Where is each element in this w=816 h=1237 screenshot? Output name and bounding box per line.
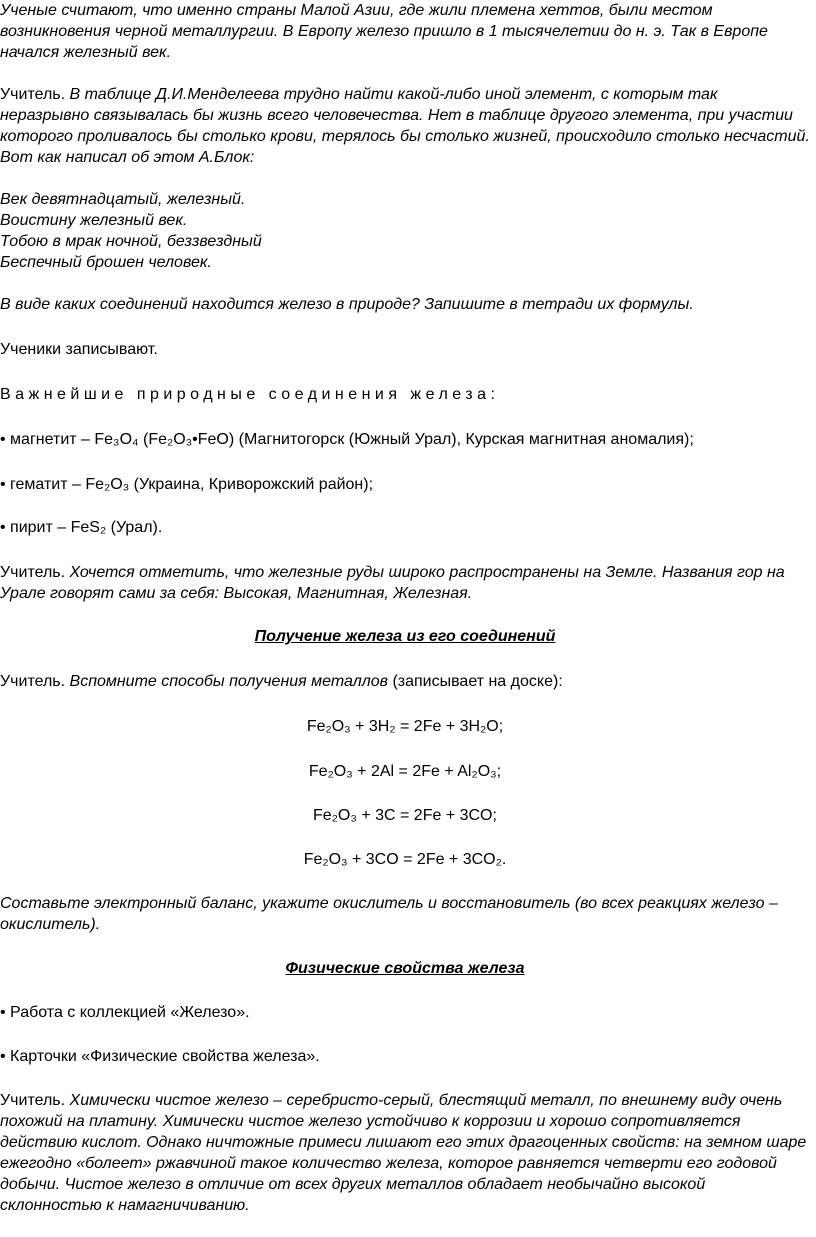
task-paragraph: Составьте электронный баланс, укажите окислитель и восстановитель (во всех реакциях железо – окислитель). (0, 895, 778, 933)
teacher-label: Учитель. (0, 673, 66, 690)
poem-line: Тобою в мрак ночной, беззвездный (0, 233, 262, 250)
compound-pyrite (0, 517, 810, 538)
compound-hematite (0, 474, 810, 495)
poem (0, 189, 810, 273)
teacher-speech-4: Химически чистое железо – серебристо-серый, блестящий металл, по внешнему виду очень похожий на платину. Химически чистое железо устойчиво к коррозии и хорошо сопротивляется действию кислот. Однако ничтожные примеси лишают его этих драгоценных свойств: на земном шаре ежегодно «болеет» ржавчиной такое количество железа, которое равняется четверти его годовой добычи. Чистое железо в отличие от всех других металлов обладает необычайно высокой склонностью к намагничиванию. (0, 1092, 807, 1214)
intro-paragraph: Ученые считают, что именно страны Малой Азии, где жили племена хеттов, были местом возникновения черной металлургии. В Европу железо пришло в 1 тысячелетии до н. э. Так в Европе начался железный век. (0, 2, 768, 61)
magnetite-formula: Fe₃O₄ (Fe₂O₃•FeO) (94, 431, 235, 448)
teacher-label: Учитель. (0, 86, 66, 103)
teacher-paragraph-2 (0, 562, 810, 604)
poem-line: Воистину железный век. (0, 212, 188, 229)
teacher-label: Учитель. (0, 1092, 66, 1109)
hematite-name: • гематит – (0, 476, 86, 493)
equation: Fe₂O₃ + 3C = 2Fe + 3CO; (313, 807, 497, 824)
board-note: (записывает на доске): (388, 673, 563, 690)
poem-line: Беспечный брошен человек. (0, 254, 212, 271)
teacher-speech-1: В таблице Д.И.Менделеева трудно найти какой-либо иной элемент, с которым так неразрывно связывалась бы жизнь всего человечества. Нет в таблице другого элемента, при участии которого проливалось бы столько крови, терялось бы столько жизней, происходило столько несчастий. Вот как написал об этом А.Блок: (0, 86, 810, 166)
magnetite-name: • магнетит – (0, 431, 95, 448)
bullet-item: • Карточки «Физические свойства железа». (0, 1048, 320, 1065)
poem-line: Век девятнадцатый, железный. (0, 191, 246, 208)
students-note: Ученики записывают. (0, 341, 158, 358)
compounds-heading-text: Важнейшие природные соединения железа (0, 386, 491, 403)
question-paragraph: В виде каких соединений находится железо в природе? Запишите в тетради их формулы. (0, 296, 694, 313)
teacher-paragraph-4 (0, 1090, 810, 1216)
equation: Fe₂O₃ + 3CO = 2Fe + 3CO₂. (303, 851, 507, 868)
teacher-label: Учитель. (0, 564, 66, 581)
teacher-paragraph-1 (0, 84, 810, 168)
compounds-heading-colon: : (490, 386, 495, 403)
magnetite-location: (Магнитогорск (Южный Урал), Курская магнитная аномалия); (234, 431, 694, 448)
equation: Fe₂O₃ + 3H₂ = 2Fe + 3H₂O; (306, 718, 504, 735)
equation: Fe₂O₃ + 2Al = 2Fe + Al₂O₃; (308, 763, 502, 780)
hematite-location: (Украина, Криворожский район); (129, 476, 374, 493)
teacher-speech-2: Хочется отметить, что железные руды широко распространены на Земле. Названия гор на Урале говорят сами за себя: Высокая, Магнитная, Железная. (0, 564, 785, 602)
hematite-formula: Fe₂O₃ (85, 476, 130, 493)
pyrite-name: • пирит – (0, 519, 71, 536)
pyrite-location: (Урал). (106, 519, 163, 536)
section-title-production: Получение железа из его соединений (254, 628, 556, 645)
teacher-paragraph-3 (0, 671, 810, 692)
bullet-item: • Работа с коллекцией «Железо». (0, 1004, 250, 1021)
compounds-heading (0, 384, 810, 405)
teacher-speech-3: Вспомните способы получения металлов (69, 673, 388, 690)
section-title-physical: Физические свойства железа (285, 960, 525, 977)
compound-magnetite (0, 429, 810, 450)
pyrite-formula: FeS₂ (70, 519, 107, 536)
